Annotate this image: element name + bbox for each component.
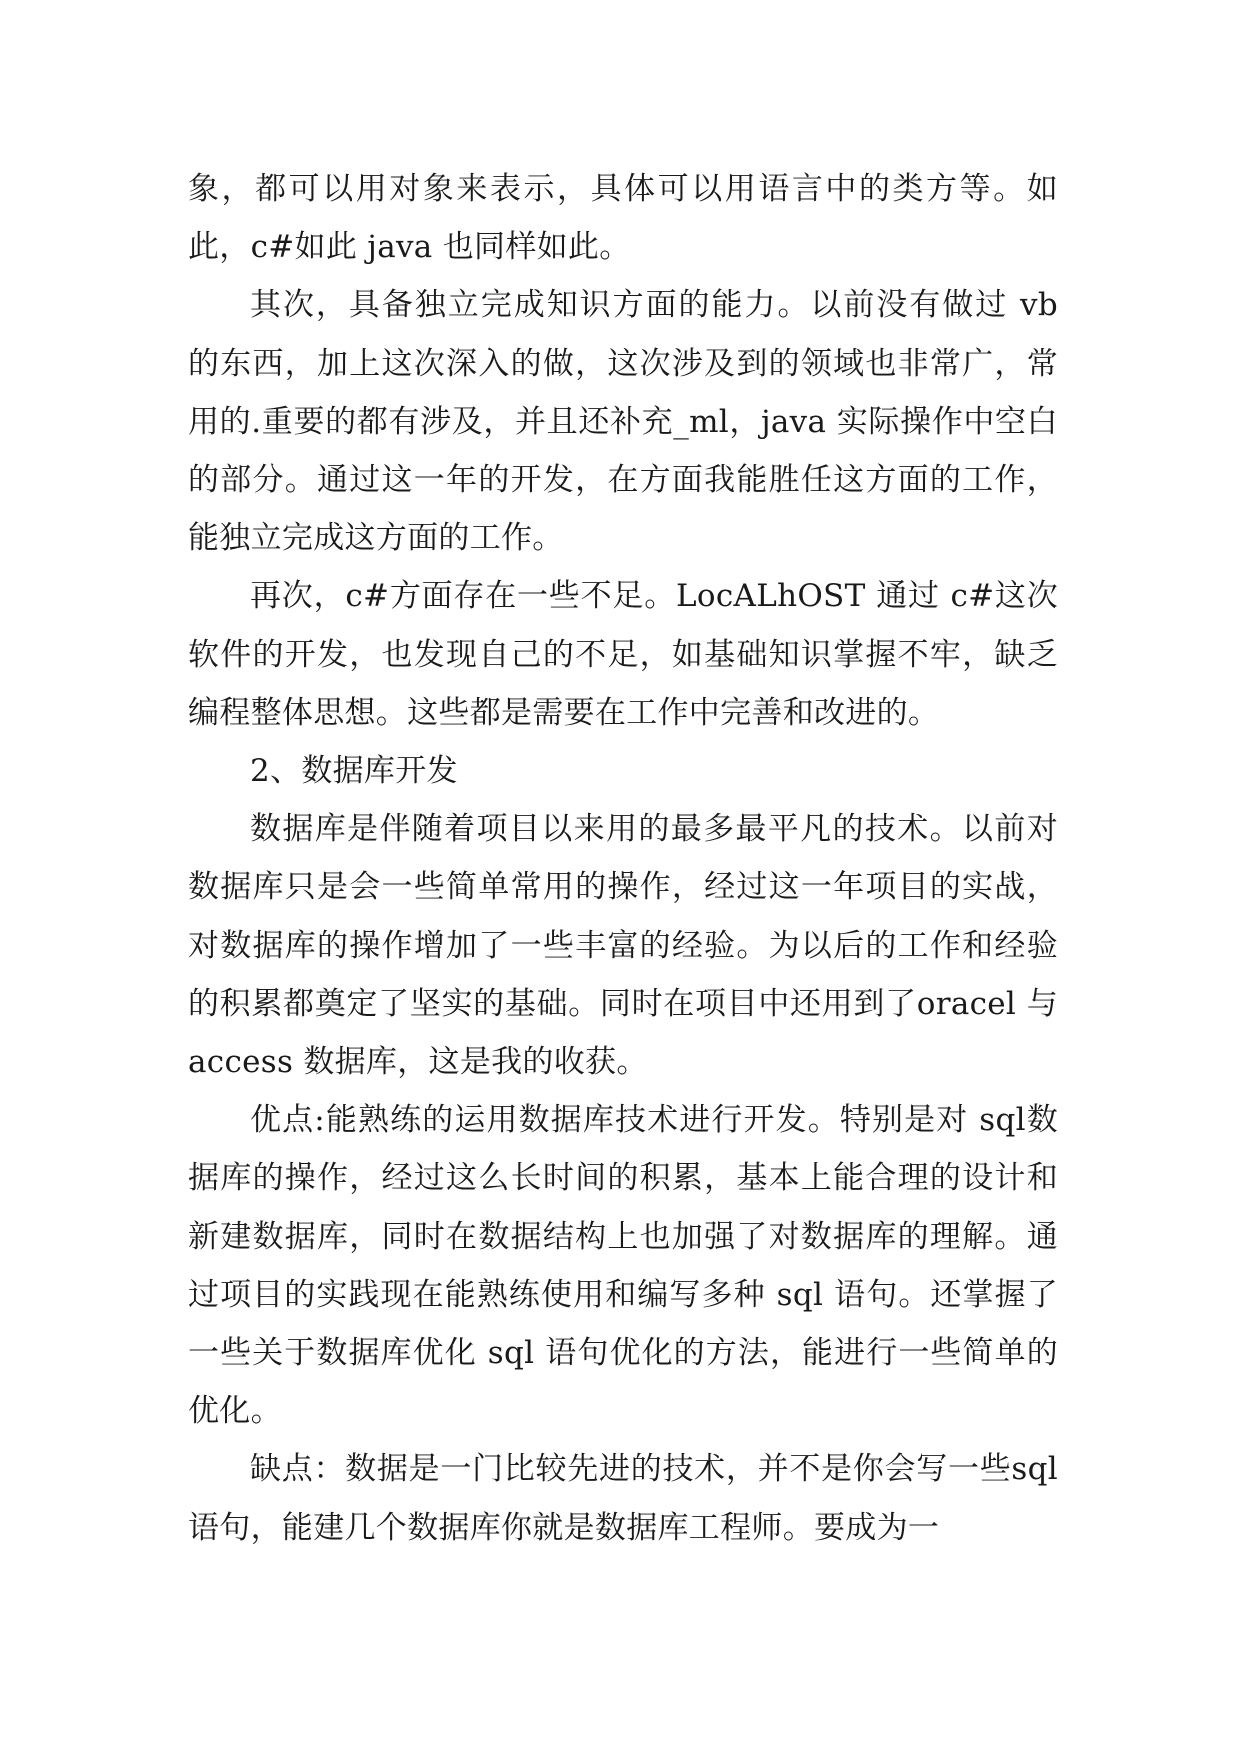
paragraph-continuation: 象，都可以用对象来表示，具体可以用语言中的类方等。如此，c#如此 java 也同样如此。: [188, 171, 1058, 266]
paragraph-secondly: 其次，具备独立完成知识方面的能力。以前没有做过 vb 的东西，加上这次深入的做，这次涉及到的领域也非常广，常用的.重要的都有涉及，并且还补充_ml，java 实际操作中空白的部分。通过这一年的开发，在方面我能胜任这方面的工作，能独立完成这方面的工作。: [188, 287, 1058, 557]
paragraph-thirdly: 再次，c#方面存在一些不足。LocALhOST 通过 c#这次软件的开发，也发现自己的不足，如基础知识掌握不牢，缺乏编程整体思想。这些都是需要在工作中完善和改进的。: [188, 578, 1058, 731]
body-text: [188, 160, 1058, 1557]
section-heading-database: 2、数据库开发: [250, 753, 458, 790]
paragraph-database-intro: 数据库是伴随着项目以来用的最多最平凡的技术。以前对数据库只是会一些简单常用的操作，经过这一年项目的实战，对数据库的操作增加了一些丰富的经验。为以后的工作和经验的积累都奠定了坚实的基础。同时在项目中还用到了oracel 与 access 数据库，这是我的收获。: [188, 811, 1058, 1081]
paragraph-advantages: 优点:能熟练的运用数据库技术进行开发。特别是对 sql数据库的操作，经过这么长时间的积累，基本上能合理的设计和新建数据库，同时在数据结构上也加强了对数据库的理解。通过项目的实践现在能熟练使用和编写多种 sql 语句。还掌握了一些关于数据库优化 sql 语句优化的方法，能进行一些简单的优化。: [188, 1102, 1058, 1430]
paragraph-disadvantages: 缺点：数据是一门比较先进的技术，并不是你会写一些sql 语句，能建几个数据库你就是数据库工程师。要成为一: [188, 1451, 1058, 1546]
